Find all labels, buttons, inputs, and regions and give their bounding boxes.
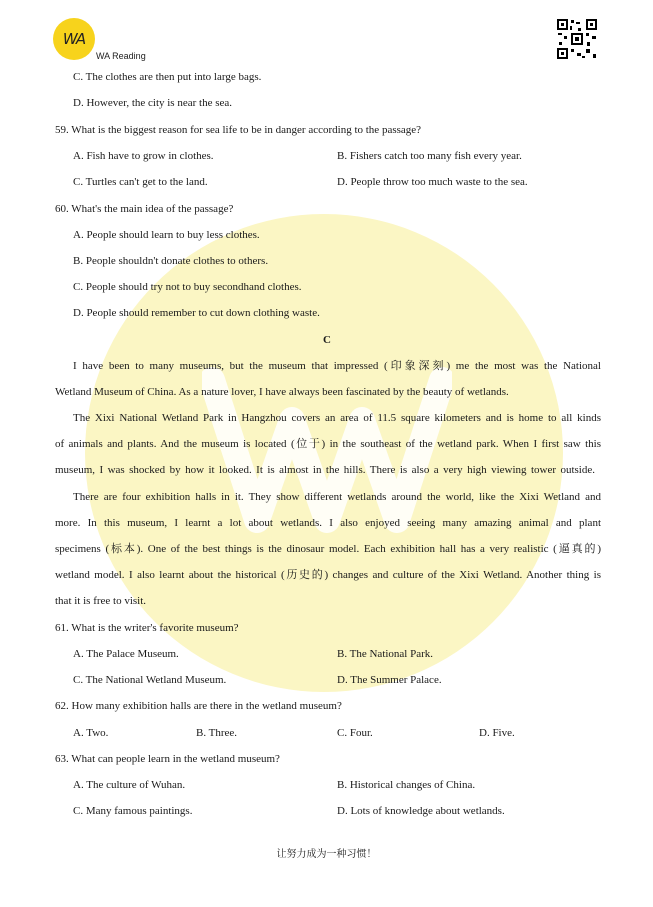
q61-option-d: D. The Summer Palace.	[337, 674, 442, 686]
passage-line: There are four exhibition halls in it. They show different wetlands around the world, like the Xixi Wetland and	[73, 491, 601, 503]
passage-line: museum, I was shocked by how it looked. It is almost in the hills. There is also a very high viewing tower outside.	[55, 464, 595, 476]
question-62: 62. How many exhibition halls are there in the wetland museum?	[55, 700, 342, 712]
question-60: 60. What's the main idea of the passage?	[55, 203, 234, 215]
passage-line: of animals and plants. And the museum is located (位于) in the southeast of the wetland park. When I first saw this	[55, 438, 601, 450]
logo-text: WA	[62, 30, 86, 48]
footer-motto: 让努力成为一种习惯！	[276, 849, 377, 860]
passage-line: specimens (标本). One of the best things is the dinosaur model. Each exhibition hall has a very realistic (逼真的)	[55, 543, 601, 555]
passage-line: that it is free to visit.	[55, 595, 147, 607]
q60-option-a: A. People should learn to buy less clothes.	[73, 229, 260, 241]
passage-line: I have been to many museums, but the museum that impressed (印象深刻) me the most was the National	[73, 360, 601, 372]
passage-line: Wetland Museum of China. As a nature lover, I have always been fascinated by the beauty of wetlands.	[55, 386, 509, 398]
q61-option-a: A. The Palace Museum.	[73, 648, 179, 660]
q63-option-d: D. Lots of knowledge about wetlands.	[337, 805, 505, 817]
qr-code-icon	[556, 18, 598, 60]
q61-option-b: B. The National Park.	[337, 648, 434, 660]
question-61: 61. What is the writer's favorite museum?	[55, 622, 239, 634]
option-line: C. The clothes are then put into large bags.	[73, 71, 262, 83]
option-line: D. However, the city is near the sea.	[73, 97, 233, 109]
q63-option-a: A. The culture of Wuhan.	[73, 779, 186, 791]
question-59: 59. What is the biggest reason for sea life to be in danger according to the passage?	[55, 124, 422, 136]
q62-option-b: B. Three.	[196, 727, 238, 739]
q62-option-c: C. Four.	[337, 727, 373, 739]
q60-option-b: B. People shouldn't donate clothes to others.	[73, 255, 269, 267]
section-heading: C	[323, 334, 331, 346]
q59-option-d: D. People throw too much waste to the sea.	[337, 176, 528, 188]
brand-name: WA Reading	[96, 51, 146, 61]
q63-option-c: C. Many famous paintings.	[73, 805, 193, 817]
passage-line: wetland model. I also learnt about the historical (历史的) changes and culture of the Xixi Wetland. Another thing is	[55, 569, 601, 581]
question-63: 63. What can people learn in the wetland museum?	[55, 753, 280, 765]
passage-line: more. In this museum, I learnt a lot about wetlands. I also enjoyed seeing many amazing animal and plant	[55, 517, 601, 529]
q60-option-d: D. People should remember to cut down clothing waste.	[73, 307, 320, 319]
q59-option-b: B. Fishers catch too many fish every year.	[337, 150, 522, 162]
brand-logo	[53, 18, 95, 60]
q62-option-d: D. Five.	[479, 727, 515, 739]
q61-option-c: C. The National Wetland Museum.	[73, 674, 227, 686]
q62-option-a: A. Two.	[73, 727, 109, 739]
q59-option-a: A. Fish have to grow in clothes.	[73, 150, 214, 162]
q60-option-c: C. People should try not to buy secondhand clothes.	[73, 281, 302, 293]
passage-line: The Xixi National Wetland Park in Hangzhou covers an area of 11.5 square kilometers and is home to all kinds	[73, 412, 601, 424]
q59-option-c: C. Turtles can't get to the land.	[73, 176, 208, 188]
q63-option-b: B. Historical changes of China.	[337, 779, 476, 791]
